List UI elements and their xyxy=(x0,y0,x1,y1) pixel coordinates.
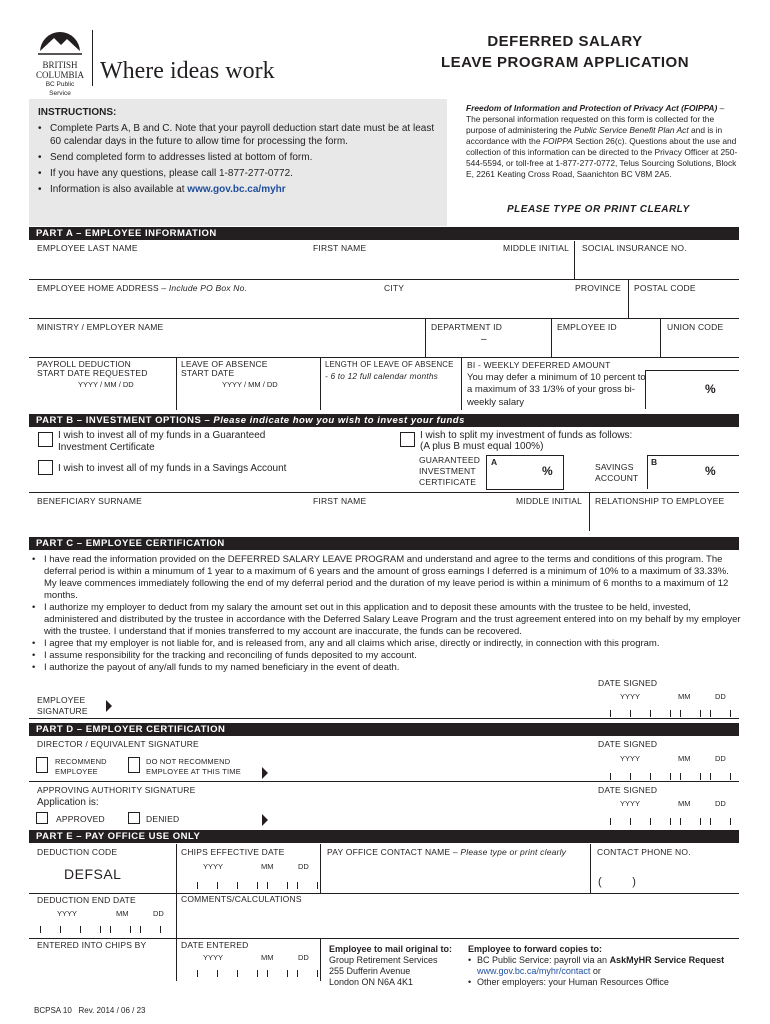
input-approving-signature[interactable] xyxy=(272,800,590,827)
date-tick xyxy=(730,818,731,825)
label-gic: GUARANTEED INVESTMENT CERTIFICATE xyxy=(419,455,481,487)
input-entered-by[interactable] xyxy=(30,952,175,980)
date-tick xyxy=(267,882,268,889)
gic-checkbox[interactable] xyxy=(38,432,53,447)
label-date-entered: DATE ENTERED xyxy=(181,940,249,950)
date-tick xyxy=(60,926,61,933)
myhr-contact-link[interactable]: www.gov.bc.ca/myhr/contact xyxy=(477,966,591,976)
label-length-of-leave: LENGTH OF LEAVE OF ABSENCE xyxy=(325,360,454,369)
label-date-signed-d1: DATE SIGNED xyxy=(598,739,658,749)
date-tick xyxy=(700,818,701,825)
yyyy-label: YYYY xyxy=(620,754,641,763)
label-denied: DENIED xyxy=(146,814,180,824)
date-tick xyxy=(610,710,611,717)
instructions-list xyxy=(36,122,442,196)
foippa-text-1: – The personal information requested on this form is collected for the purpose of administering the xyxy=(466,103,725,135)
yyyy-label: YYYY xyxy=(620,692,641,701)
label-province: PROVINCE xyxy=(575,283,621,293)
biweekly-input-box[interactable] xyxy=(645,370,739,409)
input-contact-name[interactable] xyxy=(322,858,589,892)
date-tick xyxy=(710,818,711,825)
mm-label: MM xyxy=(678,799,691,808)
instruction-item: • Send completed form to addresses listed at bottom of form. xyxy=(36,151,442,164)
certification-item: • I authorize the payout of any/all funds to my named beneficiary in the event of death. xyxy=(30,662,742,674)
date-tick xyxy=(710,773,711,780)
date-tick xyxy=(110,926,111,933)
date-tick xyxy=(140,926,141,933)
dept-dash: – xyxy=(481,334,487,345)
label-recommend: RECOMMEND EMPLOYEE xyxy=(55,757,107,776)
input-first-name[interactable] xyxy=(310,254,500,278)
input-payroll-start[interactable] xyxy=(29,390,175,408)
foippa-short: FOIPPA xyxy=(542,136,573,146)
myhr-link[interactable]: www.gov.bc.ca/myhr xyxy=(187,184,286,195)
savings-checkbox[interactable] xyxy=(38,460,53,475)
dd-label: DD xyxy=(715,754,726,763)
date-tick xyxy=(287,882,288,889)
foippa-title: Freedom of Information and Protection of Privacy Act (FOIPPA) xyxy=(466,103,718,113)
certification-item: • I have read the information provided on the DEFERRED SALARY LEAVE PROGRAM and understand and agree to the terms and conditions of this program. The deferral period is within a minumum of 1 year to a maximum of 6 years and the amount of gross earnings I deferred is a minimum of 10% to a maximum of 33.33%. My leave commences immediately following the end of my deferral period and the duration of my leave period is within a minimum of 6 months to a maximum of 12 months. xyxy=(30,554,742,602)
logo-text-bcps: BC Public Service xyxy=(45,81,75,97)
foippa-plan-act: Public Service Benefit Plan Act xyxy=(574,125,689,135)
savings-b-label: B xyxy=(651,457,658,467)
date-tick xyxy=(297,970,298,977)
mm-label: MM xyxy=(261,862,274,871)
date-tick xyxy=(630,773,631,780)
label-bene-relationship: RELATIONSHIP TO EMPLOYEE xyxy=(595,496,725,506)
date-tick xyxy=(160,926,161,933)
label-bene-middle: MIDDLE INITIAL xyxy=(516,496,583,506)
copy-bc-public-service: • BC Public Service: payroll via an AskMyHR Service Request www.gov.bc.ca/myhr/contact or xyxy=(468,955,725,976)
mail-copies xyxy=(468,944,738,988)
label-approved: APPROVED xyxy=(56,814,105,824)
instruction-item-info xyxy=(36,183,442,196)
not-recommend-checkbox[interactable] xyxy=(128,757,140,773)
date-signed-d1-input[interactable] xyxy=(598,764,738,780)
label-comments: COMMENTS/CALCULATIONS xyxy=(181,894,302,904)
date-tick xyxy=(197,970,198,977)
part-b-header: PART B – INVESTMENT OPTIONS – Please indicate how you wish to invest your funds xyxy=(29,414,739,427)
gic-a-label: A xyxy=(491,457,498,467)
date-tick xyxy=(700,773,701,780)
date-tick xyxy=(630,818,631,825)
label-department-id: DEPARTMENT ID xyxy=(431,322,503,332)
date-tick xyxy=(670,710,671,717)
label-not-recommend: DO NOT RECOMMEND EMPLOYEE AT THIS TIME xyxy=(146,757,241,776)
part-e-header: PART E – PAY OFFICE USE ONLY xyxy=(29,830,739,843)
input-comments[interactable] xyxy=(178,905,738,937)
date-tick xyxy=(217,970,218,977)
savings-percent: % xyxy=(705,464,716,478)
input-province[interactable] xyxy=(572,294,627,317)
split-option-label-1: I wish to split my investment of funds as follows: xyxy=(420,430,633,441)
address-line: London ON N6A 4K1 xyxy=(329,977,414,987)
label-union-code: UNION CODE xyxy=(667,322,724,332)
date-tick xyxy=(730,710,731,717)
savings-option-label: I wish to invest all of my funds in a Savings Account xyxy=(58,463,287,474)
date-tick xyxy=(680,818,681,825)
date-tick xyxy=(650,773,651,780)
mail-original-heading: Employee to mail original to: xyxy=(329,944,453,954)
label-date-signed-d2: DATE SIGNED xyxy=(598,785,658,795)
label-ministry: MINISTRY / EMPLOYER NAME xyxy=(37,322,164,332)
label-postal-code: POSTAL CODE xyxy=(634,283,696,293)
label-approving-signature: APPROVING AUTHORITY SIGNATURE xyxy=(37,785,196,795)
yyyy-label: YYYY xyxy=(203,953,224,962)
foippa-text-2: and is in accordance with the xyxy=(466,125,723,146)
date-signed-d2-input[interactable] xyxy=(598,810,738,826)
date-tick xyxy=(100,926,101,933)
date-tick xyxy=(257,882,258,889)
part-c-certification xyxy=(30,554,742,674)
form-title-line1: DEFERRED SALARY xyxy=(487,33,643,50)
logo-text-british: BRITISH xyxy=(42,60,78,70)
label-middle-initial: MIDDLE INITIAL xyxy=(503,243,570,253)
foippa-text-3: Section 26(c). Questions about the use and collection of this information can be directed to the Privacy Officer at 250-544-5594, or toll-free at 1-877-277-0772, Telus Sourcing Solutions, Block E, 2261 Keating Cross Road, Saanichton BC V8M 2A5. xyxy=(466,136,738,179)
date-tick xyxy=(237,970,238,977)
date-tick xyxy=(40,926,41,933)
logo-text-columbia: COLUMBIA xyxy=(35,70,84,80)
label-contact-name: PAY OFFICE CONTACT NAME – Please type or print clearly xyxy=(327,847,567,857)
copy-other-employers: • Other employers: your Human Resources Office xyxy=(468,977,669,987)
label-home-address: EMPLOYEE HOME ADDRESS – Include PO Box No. xyxy=(37,283,248,293)
date-tick xyxy=(730,773,731,780)
dd-label: DD xyxy=(298,862,309,871)
please-type-notice: PLEASE TYPE OR PRINT CLEARLY xyxy=(507,204,690,215)
certification-item: • I authorize my employer to deduct from my salary the amount set out in this application and to deposit these amounts with the trustee to be held, invested, administered and distributed by the trustee in accordance with the Deferred Salary Leave Program and the trust agreement entered into on my behalf by my employer with the trustee. I understand that if monies transferred to my account are inaccurate, the funds can be recovered. xyxy=(30,602,742,638)
date-tick xyxy=(630,710,631,717)
date-tick xyxy=(267,970,268,977)
input-postal-code[interactable] xyxy=(630,294,738,317)
input-department-id[interactable] xyxy=(427,333,550,356)
dd-label: DD xyxy=(298,953,309,962)
certification-item: • I agree that my employer is not liable for, and is released from, any and all claims which arise, directly or indirectly, in connection with this program. xyxy=(30,638,742,650)
input-last-name[interactable] xyxy=(29,254,309,278)
date-tick xyxy=(287,970,288,977)
savings-percent-box[interactable] xyxy=(647,455,739,489)
mail-original xyxy=(329,944,452,988)
payroll-date-format: YYYY / MM / DD xyxy=(78,380,134,389)
date-tick xyxy=(237,882,238,889)
date-signed-c-input[interactable] xyxy=(598,701,738,717)
certification-item: • I assume responsibility for the tracking and reconciling of funds deposited to my account. xyxy=(30,650,742,662)
input-union-code[interactable] xyxy=(662,333,738,356)
mail-copies-heading: Employee to forward copies to: xyxy=(468,944,603,954)
date-tick xyxy=(650,710,651,717)
split-option-label-2: (A plus B must equal 100%) xyxy=(420,441,544,452)
instruction-item: • If you have any questions, please call 1-877-277-0772. xyxy=(36,167,442,180)
dd-label: DD xyxy=(715,799,726,808)
date-tick xyxy=(217,882,218,889)
date-tick xyxy=(297,882,298,889)
date-tick xyxy=(130,926,131,933)
input-bene-surname[interactable] xyxy=(29,508,309,532)
label-bene-surname: BENEFICIARY SURNAME xyxy=(37,496,143,506)
date-tick xyxy=(317,970,318,977)
yyyy-label: YYYY xyxy=(203,862,224,871)
form-footer: BCPSA 10 Rev. 2014 / 06 / 23 xyxy=(34,1006,146,1015)
dd-label: DD xyxy=(153,909,164,918)
date-tick xyxy=(257,970,258,977)
denied-checkbox[interactable] xyxy=(128,812,140,824)
date-tick xyxy=(700,710,701,717)
input-length-of-leave[interactable] xyxy=(322,382,460,408)
label-entered-by: ENTERED INTO CHIPS BY xyxy=(37,940,147,950)
label-deduction-end: DEDUCTION END DATE xyxy=(37,895,136,905)
date-tick xyxy=(710,710,711,717)
label-savings: SAVINGS ACCOUNT xyxy=(595,462,639,483)
label-last-name: EMPLOYEE LAST NAME xyxy=(37,243,138,253)
length-note: - 6 to 12 full calendar months xyxy=(325,371,438,381)
leave-date-format: YYYY / MM / DD xyxy=(222,380,278,389)
yyyy-label: YYYY xyxy=(620,799,641,808)
date-tick xyxy=(610,773,611,780)
input-leave-start[interactable] xyxy=(178,390,319,408)
label-sin: SOCIAL INSURANCE NO. xyxy=(582,243,687,253)
input-contact-phone[interactable] xyxy=(592,858,738,892)
gic-percent: % xyxy=(542,464,553,478)
label-chips-date: CHIPS EFFECTIVE DATE xyxy=(181,847,285,857)
split-checkbox[interactable] xyxy=(400,432,415,447)
label-biweekly: BI - WEEKLY DEFERRED AMOUNT xyxy=(467,360,611,370)
part-a-header: PART A – EMPLOYEE INFORMATION xyxy=(29,227,739,240)
date-tick xyxy=(680,773,681,780)
input-director-signature[interactable] xyxy=(272,752,590,779)
director-sign-arrow xyxy=(262,767,268,779)
deduction-end-input[interactable] xyxy=(30,918,175,936)
date-tick xyxy=(610,818,611,825)
address-line: 255 Dufferin Avenue xyxy=(329,966,411,976)
input-home-address[interactable] xyxy=(29,294,379,317)
address-line: Group Retirement Services xyxy=(329,955,438,965)
date-tick xyxy=(670,818,671,825)
sign-here-arrow xyxy=(106,700,112,712)
yyyy-label: YYYY xyxy=(57,909,78,918)
input-employee-signature[interactable] xyxy=(115,690,590,717)
input-bene-relationship[interactable] xyxy=(591,508,738,532)
approver-sign-arrow xyxy=(262,814,268,826)
label-deduction-code: DEDUCTION CODE xyxy=(37,847,118,857)
gic-option-label: I wish to invest all of my funds in a Guaranteed Investment Certificate xyxy=(58,430,266,454)
sun-mountain-icon xyxy=(34,26,86,56)
deduction-code-value: DEFSAL xyxy=(64,866,122,882)
date-tick xyxy=(317,882,318,889)
form-title-line2: LEAVE PROGRAM APPLICATION xyxy=(440,54,690,71)
date-tick xyxy=(80,926,81,933)
instructions-heading: INSTRUCTIONS: xyxy=(38,107,117,118)
biweekly-text: You may defer a minimum of 10 percent to a maximum of 33 1/3% of your gross bi-weekly salary xyxy=(467,372,646,408)
label-bene-first: FIRST NAME xyxy=(313,496,367,506)
foippa-notice xyxy=(466,103,738,180)
date-tick xyxy=(670,773,671,780)
input-employee-id[interactable] xyxy=(553,333,659,356)
part-d-header: PART D – EMPLOYER CERTIFICATION xyxy=(29,723,739,736)
mm-label: MM xyxy=(116,909,129,918)
input-bene-middle[interactable] xyxy=(512,508,588,532)
mm-label: MM xyxy=(678,692,691,701)
dd-label: DD xyxy=(715,692,726,701)
part-c-header: PART C – EMPLOYEE CERTIFICATION xyxy=(29,537,739,550)
input-bene-first[interactable] xyxy=(310,508,510,532)
mm-label: MM xyxy=(678,754,691,763)
label-city: CITY xyxy=(384,283,405,293)
biweekly-percent: % xyxy=(705,382,716,396)
date-tick xyxy=(650,818,651,825)
info-prefix: Information is also available at xyxy=(50,184,188,195)
mm-label: MM xyxy=(261,953,274,962)
label-employee-id: EMPLOYEE ID xyxy=(557,322,617,332)
instruction-item: • Complete Parts A, B and C. Note that your payroll deduction start date must be at least 60 calendar days in the future to allow time for processing the form. xyxy=(36,122,442,148)
logo-divider xyxy=(92,30,93,86)
input-ministry[interactable] xyxy=(29,333,424,356)
tagline: Where ideas work xyxy=(100,58,275,84)
label-date-signed-c: DATE SIGNED xyxy=(598,678,658,688)
application-is: Application is: xyxy=(37,797,99,808)
phone-parens: ( ) xyxy=(598,876,636,888)
label-director-signature: DIRECTOR / EQUIVALENT SIGNATURE xyxy=(37,739,199,749)
date-tick xyxy=(197,882,198,889)
label-payroll-start: PAYROLL DEDUCTION START DATE REQUESTED xyxy=(37,359,148,378)
recommend-checkbox[interactable] xyxy=(36,757,48,773)
input-city[interactable] xyxy=(380,294,570,317)
label-first-name: FIRST NAME xyxy=(313,243,367,253)
date-tick xyxy=(680,710,681,717)
approved-checkbox[interactable] xyxy=(36,812,48,824)
input-sin[interactable] xyxy=(576,254,738,278)
bc-logo xyxy=(34,26,86,97)
label-employee-signature: EMPLOYEE SIGNATURE xyxy=(37,695,88,716)
label-contact-phone: CONTACT PHONE NO. xyxy=(597,847,691,857)
input-middle-initial[interactable] xyxy=(500,254,573,278)
label-leave-start: LEAVE OF ABSENCE START DATE xyxy=(181,359,268,378)
